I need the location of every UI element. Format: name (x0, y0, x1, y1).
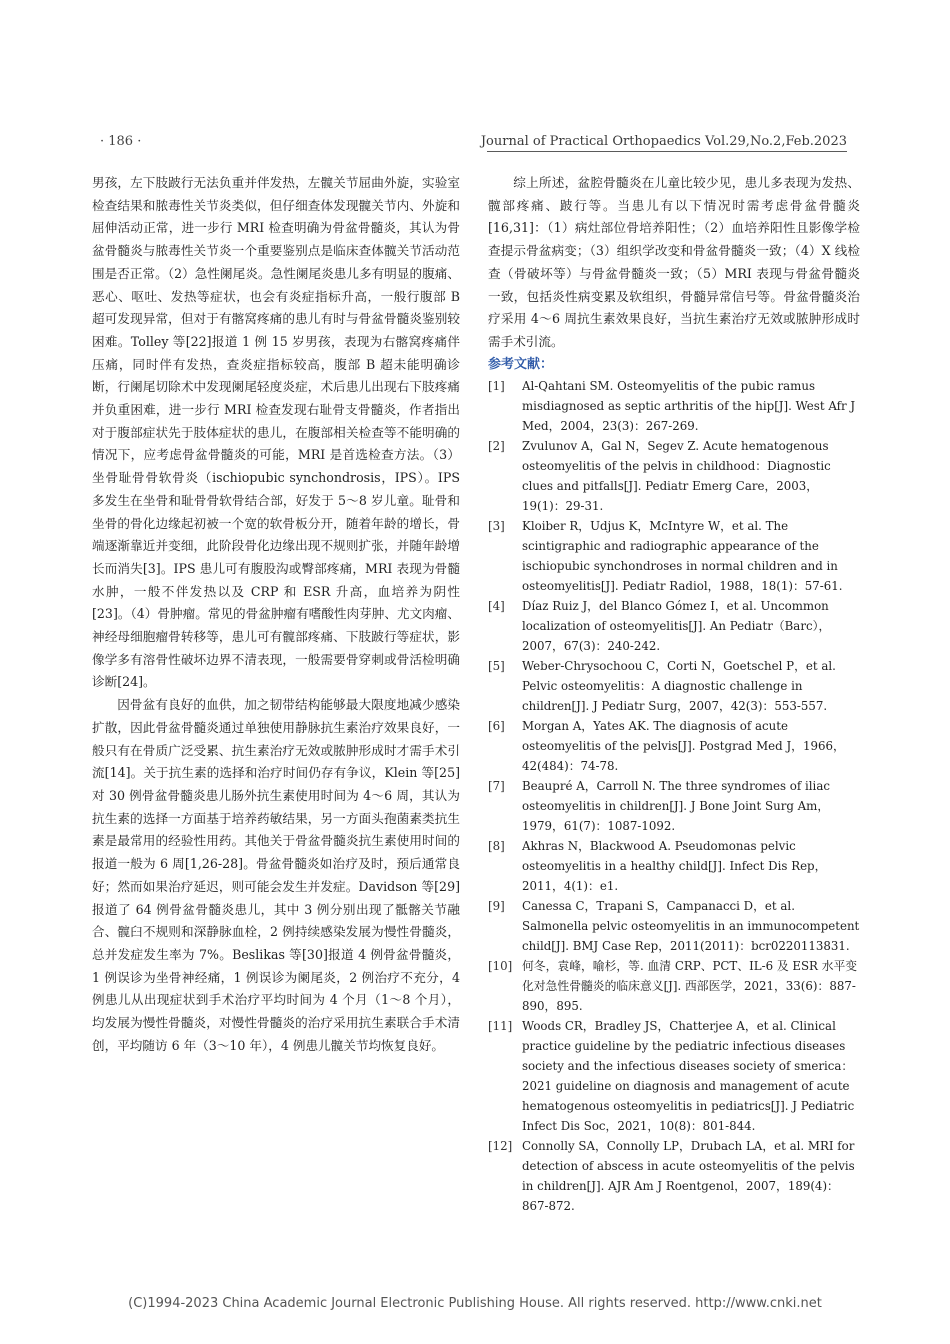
reference-item (488, 376, 860, 436)
copyright-footer: (C)1994-2023 China Academic Journal Electronic Publishing House. All rights reserved. http://www.cnki.net (128, 1296, 822, 1311)
page-number: · 186 · (100, 134, 142, 149)
reference-number: [3] (488, 519, 505, 534)
reference-text: Beaupré A，Carroll N. The three syndromes of iliac osteomyelitis in children[J]. J Bone Joint Surg Am，1979，61(7)：1087-1092. (522, 779, 830, 834)
reference-text: Al-Qahtani SM. Osteomyelitis of the pubic ramus misdiagnosed as septic arthritis of the hip[J]. West Afr J Med，2004，23(3)：267-269. (522, 379, 856, 434)
reference-number: [4] (488, 599, 505, 614)
reference-item (488, 1016, 860, 1136)
reference-text: Zvulunov A，Gal N，Segev Z. Acute hematogenous osteomyelitis of the pelvis in childhood：Diagnostic clues and pitfalls[J]. Pediatr Emerg Care，2003，19(1)：29-31. (522, 439, 831, 514)
reference-text: Akhras N，Blackwood A. Pseudomonas pelvic osteomyelitis in a healthy child[J]. Infect Dis Rep，2011，4(1)：e1. (522, 839, 827, 894)
reference-text: Connolly SA，Connolly LP，Drubach LA，et al. MRI for detection of abscess in acute osteomyelitis of the pelvis in children[J]. AJR Am J Roentgenol，2007，189(4)：867-872. (522, 1139, 855, 1214)
reference-text: Díaz Ruiz J，del Blanco Gómez I，et al. Uncommon localization of osteomyelitis[J]. An Pediatr（Barc），2007，67(3)：240-242. (522, 599, 831, 654)
reference-text: Weber-Chrysochoou C，Corti N，Goetschel P，et al. Pelvic osteomyelitis：A diagnostic challenge in children[J]. J Pediatr Surg，2007，42(3)：553-557. (522, 659, 836, 714)
reference-number: [10] (488, 959, 513, 974)
body-paragraph: 男孩，左下肢跛行无法负重并伴发热，左髋关节屈曲外旋，实验室检查结果和脓毒性关节炎类似，但仔细查体发现髋关节内、外旋和屈伸活动正常，进一步行 MRI 检查明确为骨盆骨髓炎，其认为骨盆骨髓炎与脓毒性关节炎一个重要鉴别点是临床查体髋关节活动范围是否正常。（2）急性阑尾炎。急性阑尾炎患儿多有明显的腹痛、恶心、呕吐、发热等症状，也会有炎症指标升高，一般行腹部 B 超可发现异常，但对于有髂窝疼痛的患儿有时与骨盆骨髓炎鉴别较困难。Tolley 等[22]报道 1 例 15 岁男孩，表现为右髂窝疼痛伴压痛，同时伴有发热，查炎症指标较高，腹部 B 超未能明确诊断，行阑尾切除术中发现阑尾轻度炎症，术后患儿出现右下肢疼痛并负重困难，进一步行 MRI 检查发现右耻骨支骨髓炎，作者指出对于腹部症状先于肢体症状的患儿，在腹部相关检查等不能明确的情况下，应考虑骨盆骨髓炎的可能，MRI 是首选检查方法。（3）坐骨耻骨骨软骨炎（ischiopubic synchondrosis，IPS）。IPS 多发生在坐骨和耻骨骨软骨结合部，好发于 5～8 岁儿童。耻骨和坐骨的骨化边缘起初被一个宽的软骨板分开，随着年龄的增长，骨端逐渐靠近并变细，此阶段骨化边缘出现不规则扩张，并随年龄增长而消失[3]。IPS 患儿可有腹股沟或臀部疼痛，MRI 表现为骨髓水肿，一般不伴发热以及 CRP 和 ESR 升高，血培养为阴性[23]。（4）骨肿瘤。常见的骨盆肿瘤有嗜酸性肉芽肿、尤文肉瘤、神经母细胞瘤骨转移等，患儿可有髋部疼痛、下肢跛行等症状，影像学多有溶骨性破坏边界不清表现，一般需要骨穿刺或骨活检明确诊断[24]。 (92, 175, 460, 690)
reference-item (488, 776, 860, 836)
reference-number: [1] (488, 379, 505, 394)
right-column (488, 172, 860, 1216)
reference-item (488, 1136, 860, 1216)
summary-paragraph: 综上所述，盆腔骨髓炎在儿童比较少见，患儿多表现为发热、髋部疼痛、跛行等。当患儿有以下情况时需考虑骨盆骨髓炎[16,31]：（1）病灶部位骨培养阳性；（2）血培养阳性且影像学检查提示骨盆病变；（3）组织学改变和骨盆骨髓炎一致；（4）X 线检查（骨破坏等）与骨盆骨髓炎一致；（5）MRI 表现与骨盆骨髓炎一致，包括炎性病变累及软组织，骨髓异常信号等。骨盆骨髓炎治疗采用 4～6 周抗生素效果良好，当抗生素治疗无效或脓肿形成时需手术引流。 (488, 175, 860, 349)
reference-number: [2] (488, 439, 505, 454)
reference-text: Morgan A，Yates AK. The diagnosis of acute osteomyelitis of the pelvis[J]. Postgrad Med J，1966，42(484)：74-78. (522, 719, 845, 774)
reference-item (488, 836, 860, 896)
reference-number: [8] (488, 839, 505, 854)
reference-number: [7] (488, 779, 505, 794)
reference-item (488, 596, 860, 656)
reference-text: Kloiber R，Udjus K，McIntyre W，et al. The scintigraphic and radiographic appearance of the ischiopubic synchondroses in normal children and in osteomyelitis[J]. Pediatr Radiol，1988，18(1)：57-61. (522, 519, 843, 594)
reference-number: [11] (488, 1019, 513, 1034)
reference-list (488, 376, 860, 1216)
reference-number: [5] (488, 659, 505, 674)
reference-item (488, 896, 860, 956)
reference-item (488, 956, 860, 1016)
reference-number: [9] (488, 899, 505, 914)
reference-item (488, 436, 860, 516)
header-divider (487, 151, 847, 152)
reference-text: Canessa C，Trapani S，Campanacci D，et al. Salmonella pelvic osteomyelitis in an immunocompetent child[J]. BMJ Case Rep，2011(2011)：bcr0220113831. (522, 899, 860, 954)
references-heading: 参考文献： (488, 356, 554, 372)
reference-text: Woods CR，Bradley JS，Chatterjee A，et al. Clinical practice guideline by the pediatric infectious diseases society and the infectious diseases society of smerica：2021 guideline on diagnosis and management of acute hematogenous osteomyelitis in pediatrics[J]. J Pediatric Infect Dis Soc，2021，10(8)：801-844. (522, 1019, 855, 1134)
left-column (92, 172, 460, 1057)
reference-item (488, 516, 860, 596)
reference-item (488, 716, 860, 776)
reference-number: [12] (488, 1139, 513, 1154)
reference-number: [6] (488, 719, 505, 734)
body-paragraph: 因骨盆有良好的血供，加之韧带结构能够最大限度地减少感染扩散，因此骨盆骨髓炎通过单独使用静脉抗生素治疗效果良好，一般只有在骨质广泛受累、抗生素治疗无效或脓肿形成时才需手术引流[14]。关于抗生素的选择和治疗时间仍存有争议，Klein 等[25]对 30 例骨盆骨髓炎患儿肠外抗生素使用时间为 4～6 周，其认为抗生素的选择一方面基于培养药敏结果，另一方面头孢菌素类抗生素是最常用的经验性用药。其他关于骨盆骨髓炎抗生素使用时间的报道一般为 6 周[1,26-28]。骨盆骨髓炎如治疗及时，预后通常良好；然而如果治疗延迟，则可能会发生并发症。Davidson 等[29]报道了 64 例骨盆骨髓炎患儿，其中 3 例分别出现了骶髂关节融合、髋臼不规则和深静脉血栓，2 例持续感染发展为慢性骨髓炎，总并发症发生率为 7%。Beslikas 等[30]报道 4 例骨盆骨髓炎，1 例误诊为坐骨神经痛，1 例误诊为阑尾炎，2 例治疗不充分，4 例患儿从出现症状到手术治疗平均时间为 4 个月（1～8 个月），均发展为慢性骨髓炎，对慢性骨髓炎的治疗采用抗生素联合手术清创，平均随访 6 年（3～10 年），4 例患儿髋关节均恢复良好。 (92, 697, 460, 1053)
reference-item (488, 656, 860, 716)
reference-text: 何冬，袁峰，喻杉，等. 血清 CRP、PCT、IL-6 及 ESR 水平变化对急性骨髓炎的临床意义[J]. 西部医学，2021，33(6)：887-890，895. (522, 959, 858, 1014)
journal-citation-header: Journal of Practical Orthopaedics Vol.29,No.2,Feb.2023 (480, 134, 847, 149)
